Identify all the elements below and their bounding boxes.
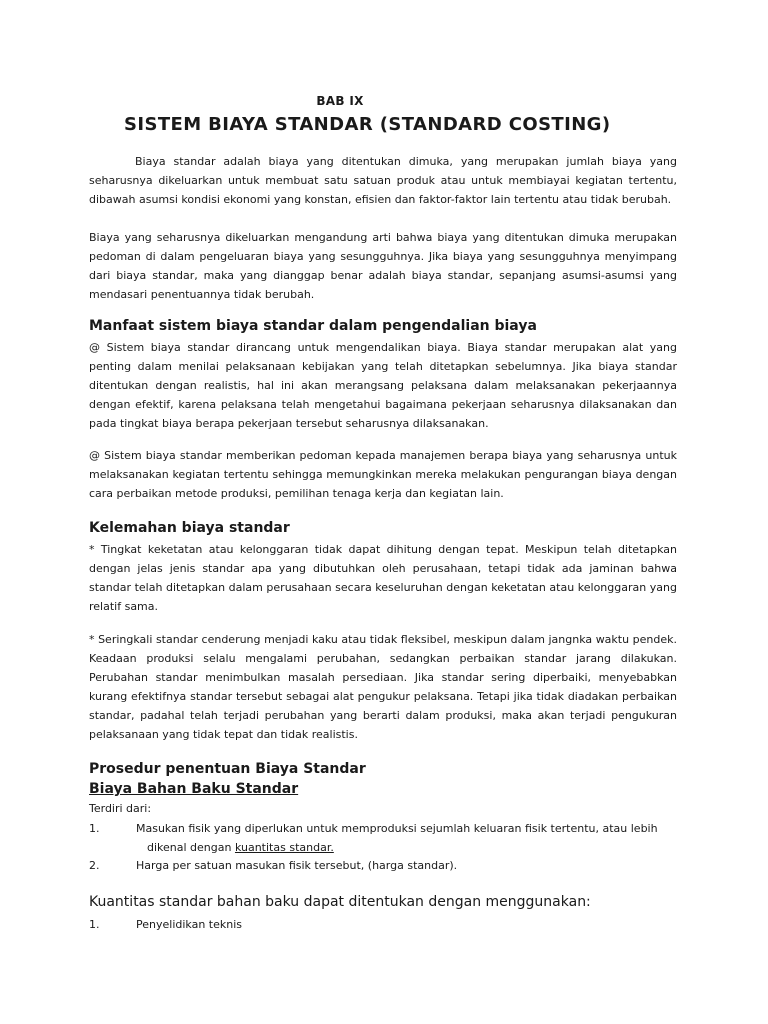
list-item-text: Masukan fisik yang diperlukan untuk memproduksi sejumlah keluaran fisik tertentu, atau lebih bbox=[136, 822, 658, 835]
page-title: SISTEM BIAYA STANDAR (STANDARD COSTING) bbox=[124, 114, 611, 135]
kelemahan-paragraph-2: * Seringkali standar cenderung menjadi kaku atau tidak fleksibel, meskipun dalam jangnka waktu pendek. Keadaan produksi selalu mengalami perubahan, sedangkan perbaikan standar jarang dilakukan. Perubahan standar menimbulkan masalah persediaan. Jika standar sering diperbaiki, menyebabkan kurang efektifnya standar tersebut sebagai alat pengukur pelaksana. Tetapi jika tidak diadakan perbaikan standar, padahal telah terjadi perubahan yang berarti dalam produksi, maka akan terjadi pengukuran pelaksanaan yang tidak tepat dan tidak realistis. bbox=[89, 633, 677, 741]
list-item-text: Harga per satuan masukan fisik tersebut, (harga standar). bbox=[136, 859, 458, 872]
list-item-continuation bbox=[147, 838, 334, 857]
intro-paragraph-1 bbox=[89, 152, 677, 209]
kuantitas-standar-link: kuantitas standar. bbox=[234, 841, 334, 854]
terdiri-label: Terdiri dari: bbox=[89, 802, 152, 815]
manfaat-paragraph-1: @ Sistem biaya standar dirancang untuk mengendalikan biaya. Biaya standar merupakan alat yang penting dalam menilai pelaksanaan kebijakan yang telah ditetapkan sebelumnya. Jika biaya standar ditentukan dengan realistis, hal ini akan merangsang pelaksana dalam melaksanakan pekerjaannya dengan efektif, karena pelaksana telah mengetahui bagaimana pekerjaan seharusnya dilaksanakan dan pada tingkat biaya berapa pekerjaan tersebut seharusnya dilaksanakan. bbox=[89, 341, 677, 430]
kelemahan-heading: Kelemahan biaya standar bbox=[89, 520, 290, 536]
method-item-text: Penyelidikan teknis bbox=[136, 918, 243, 931]
bahan-baku-subheading: Biaya Bahan Baku Standar bbox=[89, 781, 299, 797]
kuantitas-intro-line: Kuantitas standar bahan baku dapat ditentukan dengan menggunakan: bbox=[89, 894, 591, 910]
list-item bbox=[89, 819, 679, 857]
intro-paragraph-2: Biaya yang seharusnya dikeluarkan mengandung arti bahwa biaya yang ditentukan dimuka merupakan pedoman di dalam pengeluaran biaya yang sesungguhnya. Jika biaya yang sesungguhnya menyimpang dari biaya standar, maka yang dianggap benar adalah biaya standar, sepanjang asumsi-asumsi yang mendasari penentuannya tidak berubah. bbox=[89, 231, 677, 301]
method-item bbox=[89, 915, 679, 934]
list-item bbox=[89, 856, 679, 875]
list-item-number: 2. bbox=[89, 859, 100, 872]
list-item-continuation-text: dikenal dengan bbox=[147, 841, 235, 854]
list-item-number: 1. bbox=[89, 822, 100, 835]
manfaat-paragraph-2: @ Sistem biaya standar memberikan pedoman kepada manajemen berapa biaya yang seharusnya untuk melaksanakan kegiatan tertentu sehingga memungkinkan mereka melakukan pengurangan biaya dengan cara perbaikan metode produksi, pemilihan tenaga kerja dan kegiatan lain. bbox=[89, 449, 677, 500]
prosedur-heading: Prosedur penentuan Biaya Standar bbox=[89, 761, 366, 777]
chapter-label: BAB IX bbox=[316, 94, 364, 108]
intro-paragraph-1-text: Biaya standar adalah biaya yang ditentukan dimuka, yang merupakan jumlah biaya yang seharusnya dikeluarkan untuk membuat satu satuan produk atau untuk membiayai kegiatan tertentu, dibawah asumsi kondisi ekonomi yang konstan, efisien dan faktor-faktor lain tertentu atau tidak berubah. bbox=[89, 155, 677, 206]
kelemahan-paragraph-1: * Tingkat keketatan atau kelonggaran tidak dapat dihitung dengan tepat. Meskipun telah ditetapkan dengan jelas jenis standar apa yang dibutuhkan oleh perusahaan, tetapi tidak ada jaminan bahwa standar telah ditetapkan dalam perusahaan secara keseluruhan dengan keketatan atau kelonggaran yang relatif sama. bbox=[89, 543, 677, 613]
method-item-number: 1. bbox=[89, 918, 100, 931]
manfaat-heading: Manfaat sistem biaya standar dalam pengendalian biaya bbox=[89, 318, 537, 334]
